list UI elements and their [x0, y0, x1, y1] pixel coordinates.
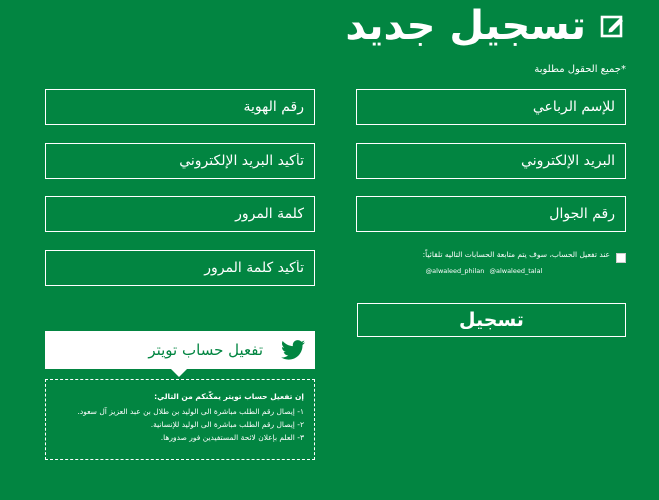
password-confirm-input[interactable]: [45, 250, 315, 286]
required-fields-note: *جميع الحقول مطلوبة: [534, 64, 626, 75]
follow-handle: @alwaleed_philan: [425, 267, 485, 275]
list-item: ٣- العلم بإعلان لائحة المستفيدين فور صدورها.: [160, 433, 304, 442]
benefits-title: إن تفعيل حساب تويتر يمكّنكم من التالي:: [154, 392, 304, 401]
page-title: تسجيل جديد: [345, 3, 586, 49]
list-item: ١- إيصال رقم الطلب مباشرة الى الوليد بن طلال بن عبد العزيز آل سعود.: [77, 407, 304, 416]
email-confirm-input[interactable]: [45, 143, 315, 179]
password-input[interactable]: [45, 196, 315, 232]
auto-follow-checkbox[interactable]: [616, 253, 626, 263]
follow-handles: [423, 265, 610, 277]
auto-follow-text: عند تفعيل الحساب، سوف يتم متابعة الحسابات التاليه تلقائياً:: [422, 250, 610, 259]
twitter-benefits-box: [45, 379, 315, 460]
email-input[interactable]: [356, 143, 626, 179]
id-number-input[interactable]: [45, 89, 315, 125]
list-item: ٢- إيصال رقم الطلب مباشرة الى الوليد للإنسانية.: [150, 420, 304, 429]
activate-twitter-label: تفعيل حساب تويتر: [148, 341, 263, 359]
full-name-input[interactable]: [356, 89, 626, 125]
follow-handle: @alwaleed_talal: [489, 267, 543, 275]
auto-follow-description: [423, 249, 610, 277]
register-button[interactable]: تسجيل: [357, 303, 626, 337]
twitter-bird-icon: [281, 340, 305, 360]
edit-icon: [600, 13, 626, 39]
auto-follow-option: [358, 249, 626, 277]
activate-twitter-button[interactable]: [45, 331, 315, 369]
benefits-list: [54, 405, 304, 444]
page-header: [345, 4, 626, 48]
mobile-input[interactable]: [356, 196, 626, 232]
callout-pointer: [171, 369, 187, 377]
